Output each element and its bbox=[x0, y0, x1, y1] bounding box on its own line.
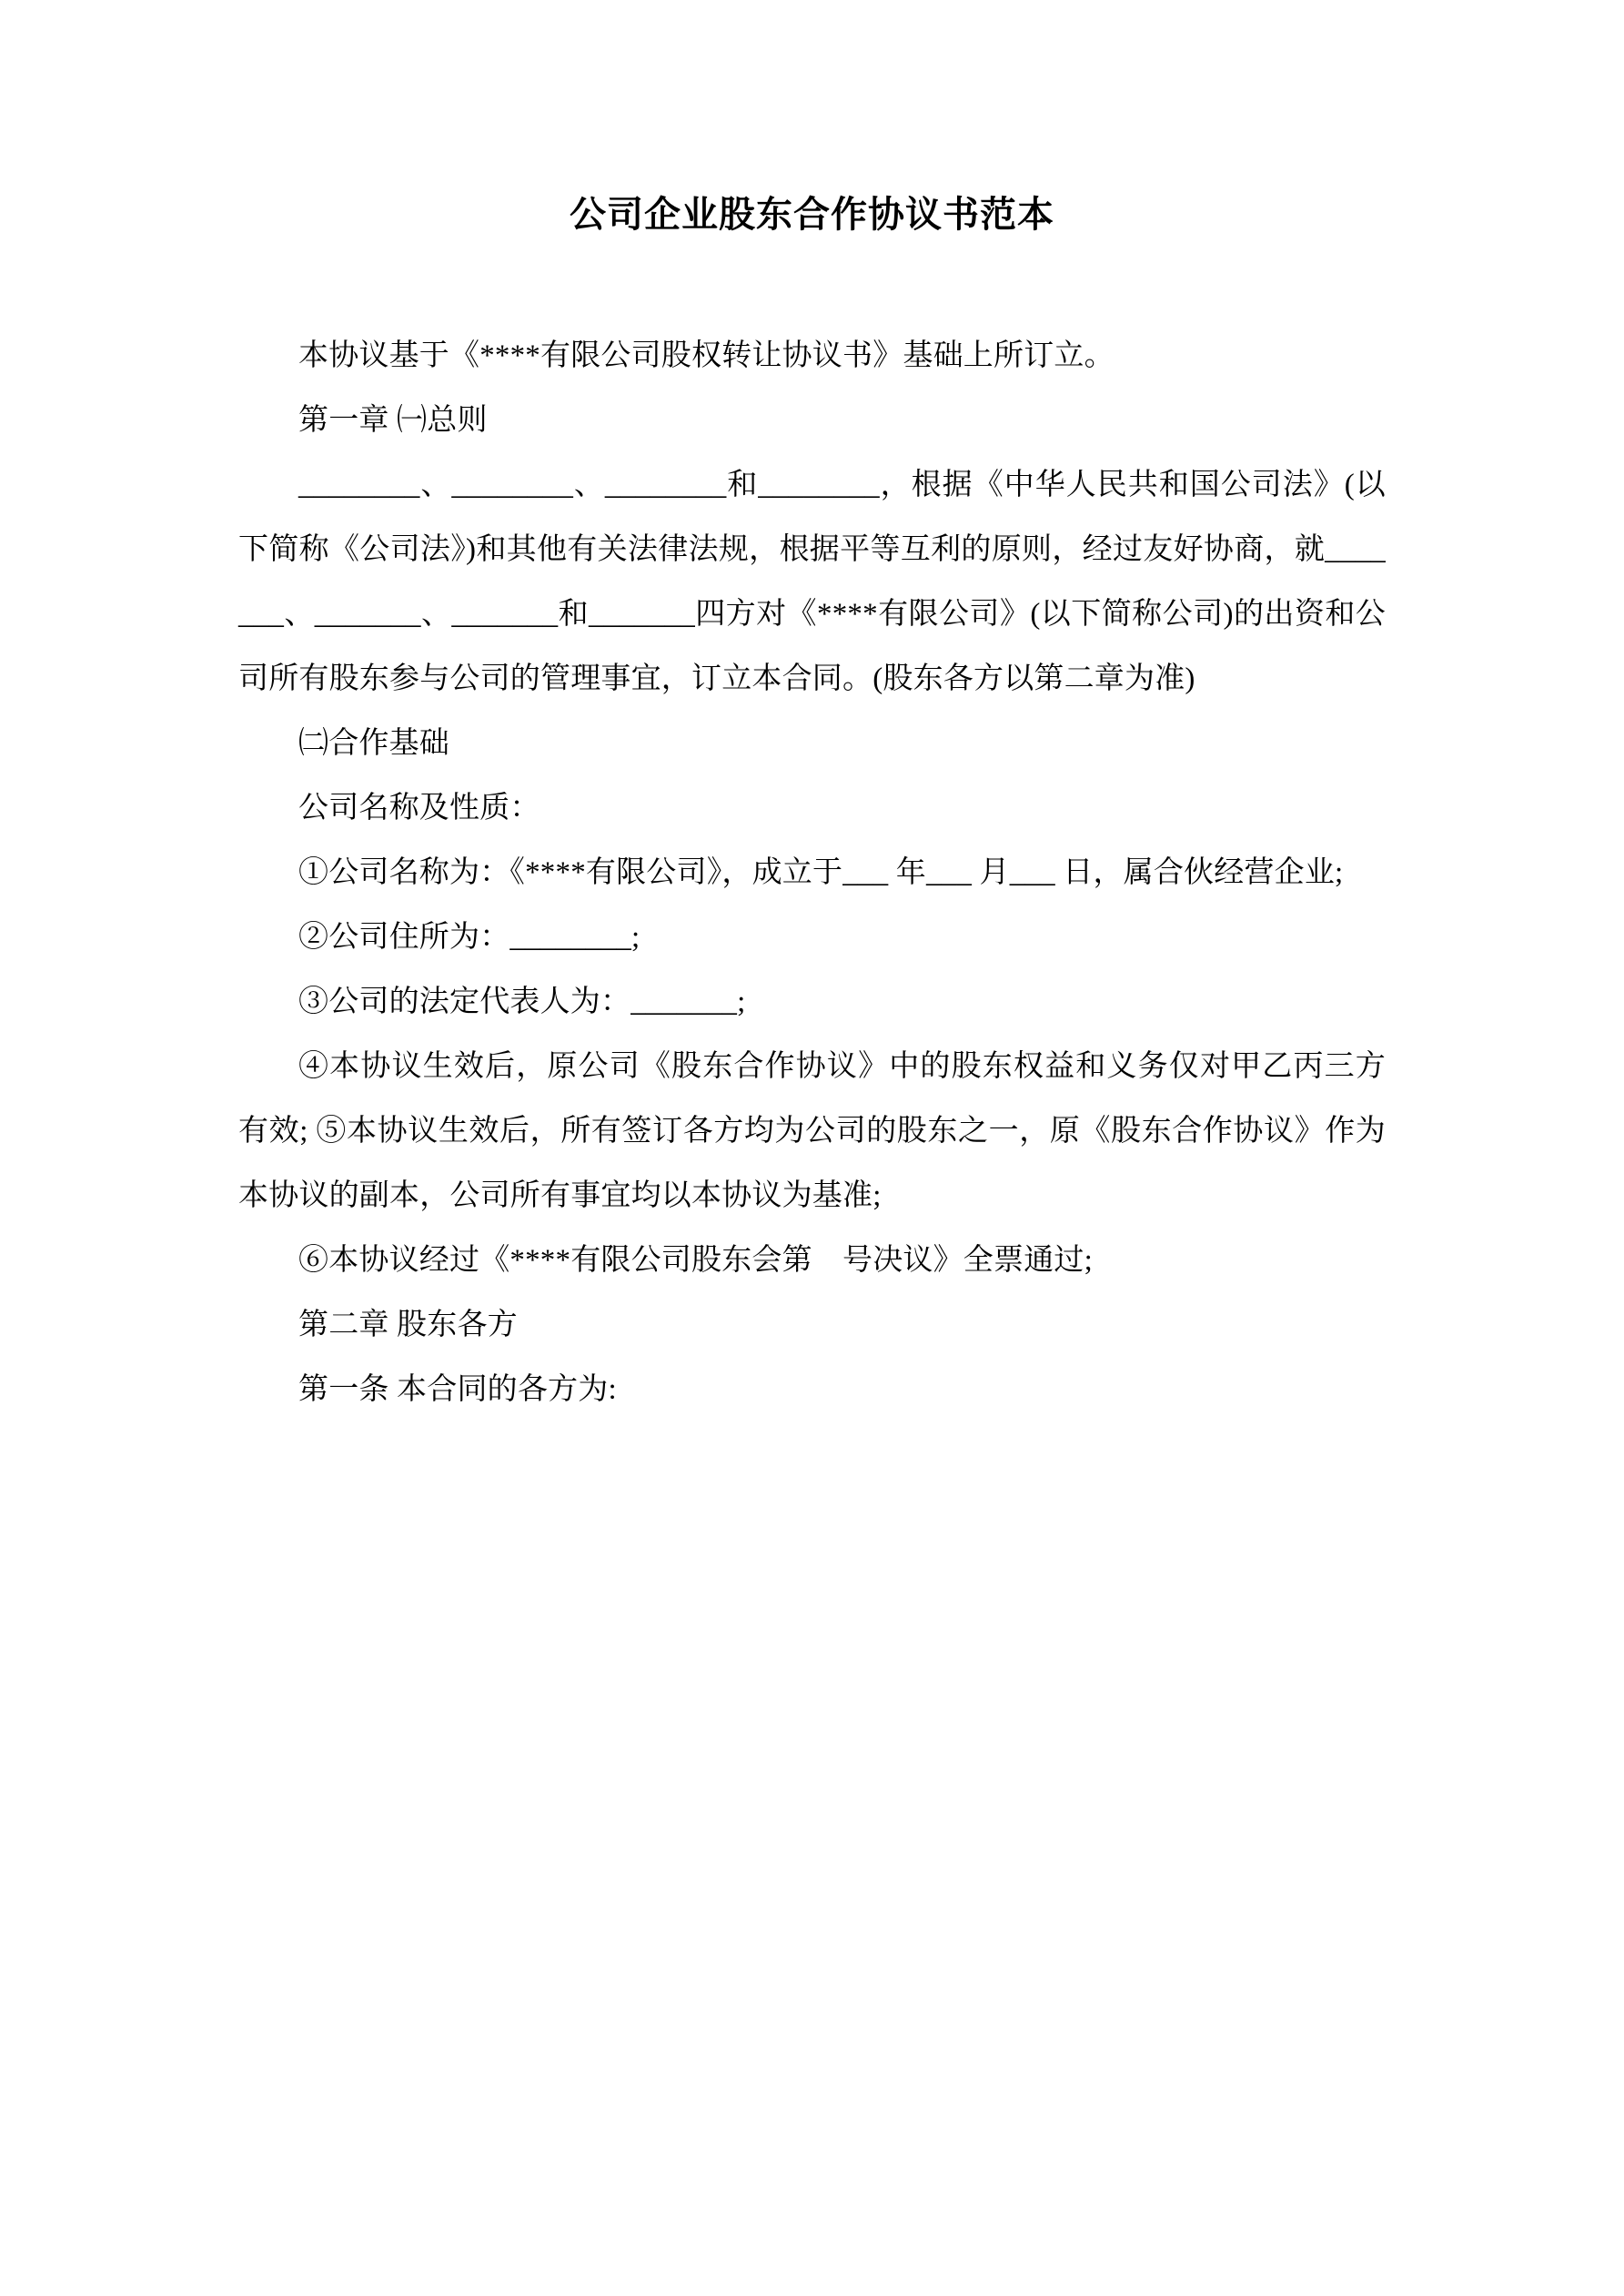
paragraph-article-1-heading: 第一条 本合同的各方为: bbox=[298, 1373, 617, 1406]
paragraph-parties-clause: ________、________、________和________，根据《中华人民共和国公司法》(以下简称《公司法》)和其他有关法律法规，根据平等互利的原则，经过友好协商，就_______、_______、_______和_______四方对《****有限公司》(以下简称公司)的出资和公司所有股东参与公司的管理事宜，订立本合同。(股东各方以第二章为准) bbox=[238, 469, 1386, 695]
document-body bbox=[0, 324, 1624, 1422]
paragraph-section-2-heading: ㈡合作基础 bbox=[298, 727, 449, 760]
paragraph-item-4: ④本协议生效后，原公司《股东合作协议》中的股东权益和义务仅对甲乙丙三方有效; ⑤本协议生效后，所有签订各方均为公司的股东之一，原《股东合作协议》作为本协议的副本，公司所有事宜均以本协议为基准; bbox=[238, 1050, 1386, 1212]
paragraph-item-3: ③公司的法定代表人为：_______; bbox=[298, 986, 746, 1018]
paragraph-company-name-nature: 公司名称及性质： bbox=[298, 792, 540, 824]
paragraph-item-2: ②公司住所为：________; bbox=[298, 921, 641, 954]
paragraph-chapter-1-heading: 第一章 ㈠总则 bbox=[298, 404, 488, 437]
paragraph-item-6: ⑥本协议经过《****有限公司股东会第 号决议》全票通过; bbox=[298, 1244, 1093, 1277]
paragraph-item-1: ①公司名称为：《****有限公司》，成立于___ 年___ 月___ 日，属合伙经营企业; bbox=[298, 856, 1344, 889]
paragraph-preamble: 本协议基于《****有限公司股权转让协议书》基础上所订立。 bbox=[298, 339, 1115, 372]
paragraph-chapter-2-heading: 第二章 股东各方 bbox=[298, 1309, 518, 1341]
page-title: 公司企业股东合作协议书范本 bbox=[570, 194, 1054, 236]
